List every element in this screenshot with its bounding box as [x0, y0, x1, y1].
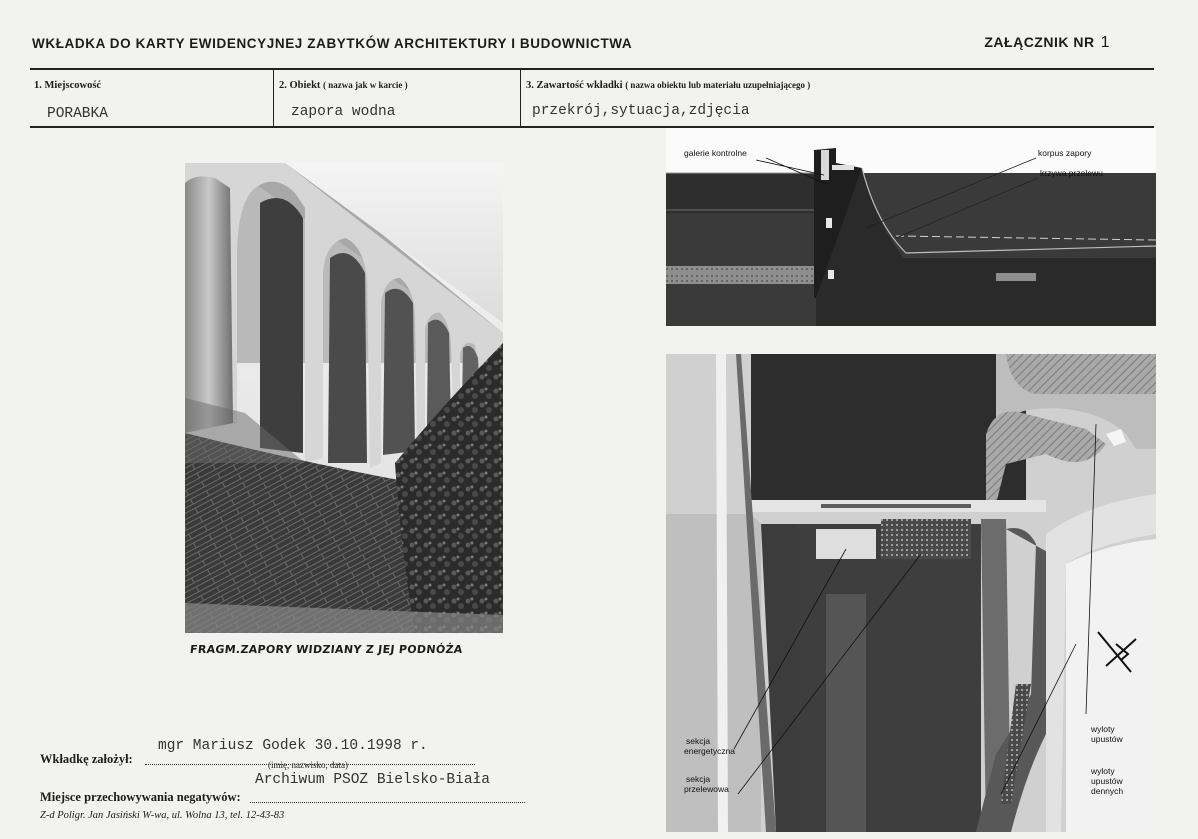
created-by-note: (imię, nazwisko, data) [268, 760, 348, 770]
object-value: zapora wodna [291, 104, 396, 120]
label-spillway-curve: krzywa przelewu [1040, 168, 1103, 178]
locality-value: PORABKA [47, 106, 108, 122]
object-label-note: ( nazwa jak w karcie ) [323, 80, 408, 90]
object-label [279, 80, 408, 91]
label-spillway-section-line1: sekcja [686, 774, 711, 784]
label-bottom-outlet-exits-line2: upustów [1091, 776, 1123, 786]
annex-number: 1 [1100, 34, 1110, 51]
locality-label: 1. Miejscowość [34, 80, 102, 91]
negatives-dotted-line [250, 802, 525, 803]
annex-label-text: ZAŁĄCZNIK NR [984, 34, 1095, 50]
dam-site-plan-diagram [666, 354, 1156, 832]
header-rule-top [30, 68, 1154, 70]
label-spillway-section-line2: przelewowa [684, 784, 729, 794]
label-outlet-exits-line1: wyloty [1091, 724, 1115, 734]
contents-label [526, 80, 810, 91]
label-energy-section-line1: sekcja [686, 736, 711, 746]
label-inspection-galleries: galerie kontrolne [684, 148, 747, 158]
negatives-location-label: Miejsce przechowywania negatywów: [40, 790, 241, 804]
negatives-location-value: Archiwum PSOZ Bielsko-Biała [255, 772, 490, 788]
dam-cross-section-diagram [666, 128, 1156, 326]
label-outlet-exits-line2: upustów [1091, 734, 1123, 744]
created-by-label: Wkładkę założył: [40, 752, 133, 766]
label-bottom-outlet-exits-line3: dennych [1091, 786, 1124, 796]
field-divider-1 [273, 70, 274, 126]
contents-label-note: ( nazwa obiektu lub materiału uzupełniającego ) [625, 80, 811, 90]
contents-value: przekrój,sytuacja,zdjęcia [532, 103, 750, 119]
cross-section-drawing [666, 128, 1156, 326]
annex-label [984, 34, 1110, 52]
label-bottom-outlet-exits-line1: wyloty [1091, 766, 1115, 776]
printer-imprint: Z-d Poligr. Jan Jasiński W-wa, ul. Wolna 13, tel. 12-43-83 [40, 810, 285, 821]
dam-photo-illustration [185, 163, 503, 633]
card-title: WKŁADKA DO KARTY EWIDENCYJNEJ ZABYTKÓW ARCHITEKTURY I BUDOWNICTWA [32, 36, 633, 51]
photo-caption: FRAGM.ZAPORY WIDZIANY Z JEJ PODNÓŻA [189, 643, 464, 656]
created-by-value: mgr Mariusz Godek 30.10.1998 r. [158, 738, 428, 754]
label-dam-body: korpus zapory [1038, 148, 1092, 158]
field-divider-2 [520, 70, 521, 126]
object-label-text: 2. Obiekt [279, 80, 321, 91]
dam-photograph [185, 163, 503, 633]
site-plan-drawing [666, 354, 1156, 832]
contents-label-text: 3. Zawartość wkładki [526, 80, 623, 91]
label-energy-section-line2: energetyczna [684, 746, 736, 756]
